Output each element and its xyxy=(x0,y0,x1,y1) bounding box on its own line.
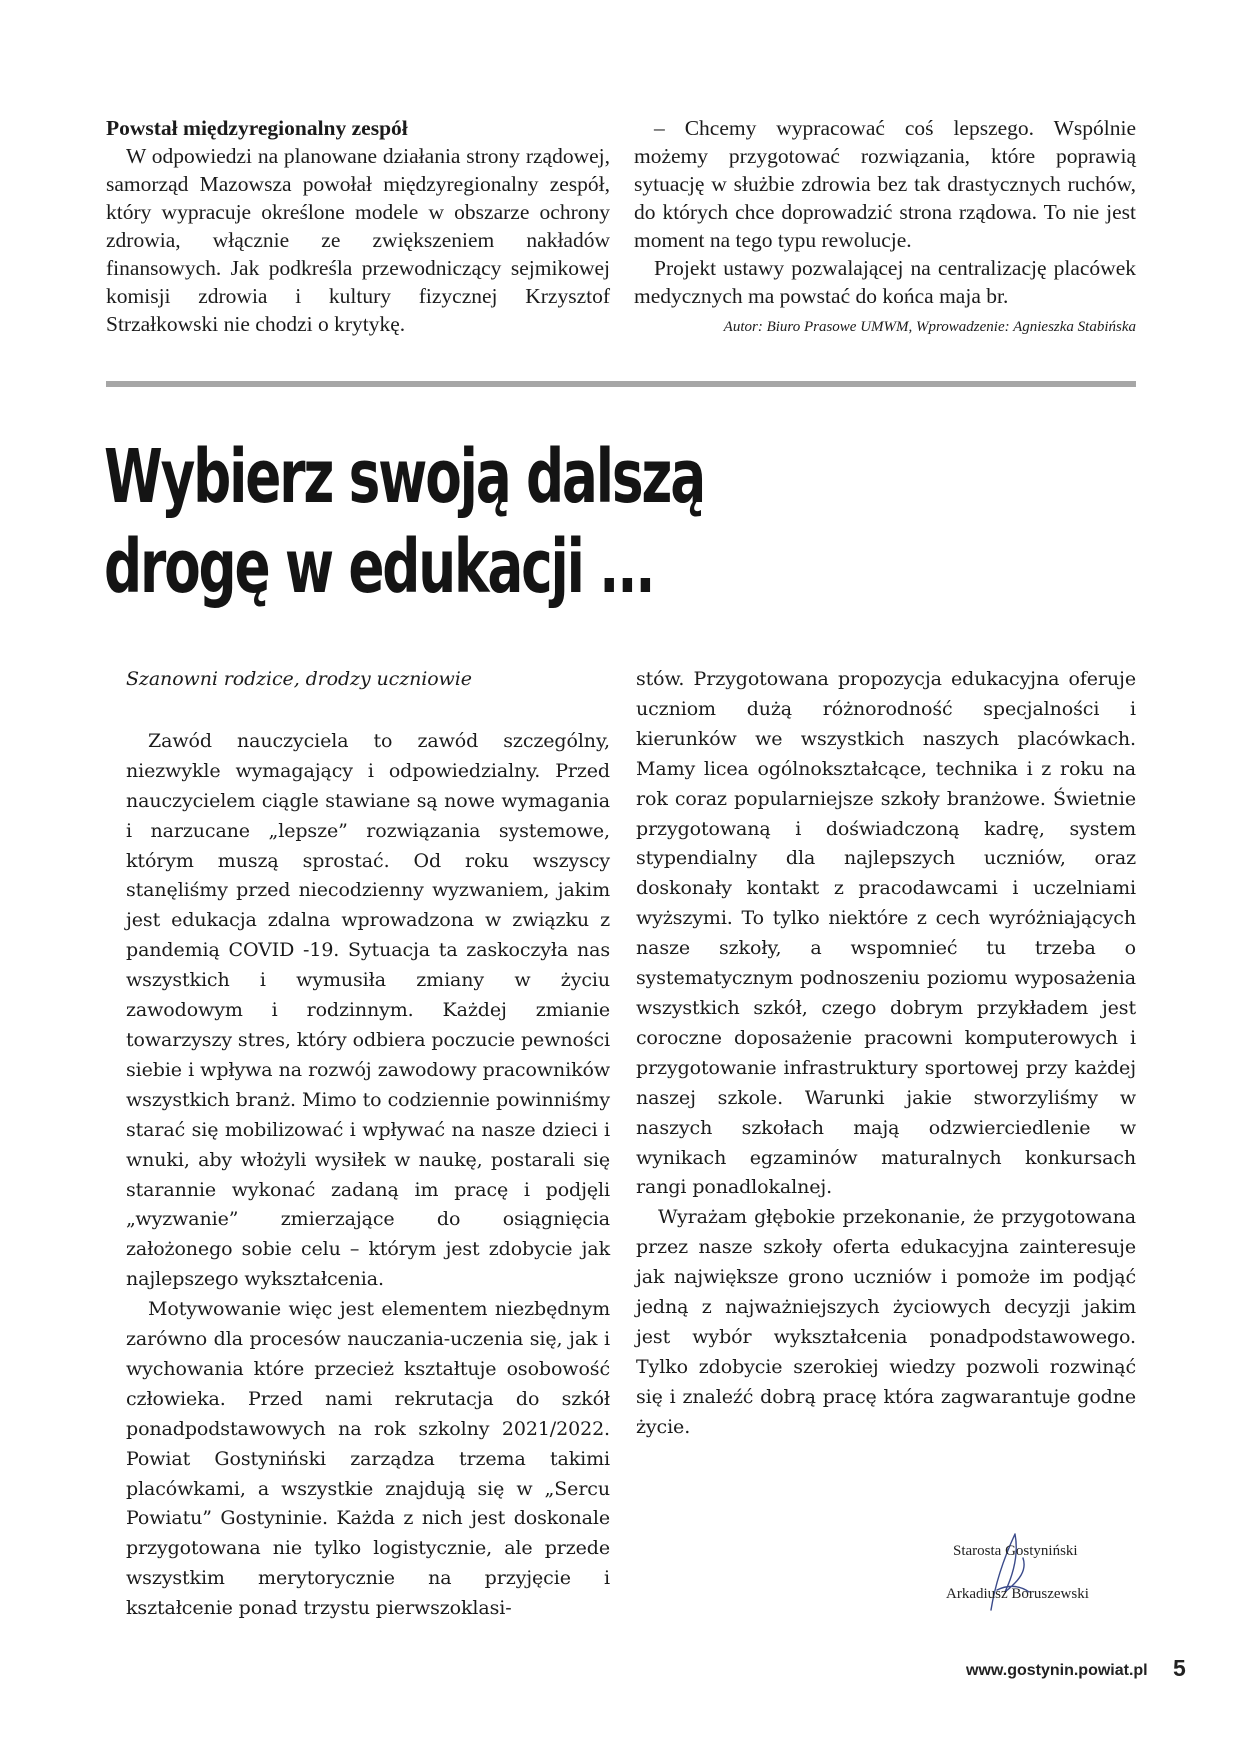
top-article-left-column xyxy=(106,114,610,338)
article-paragraph: Zawód nauczyciela to zawód szczególny, niezwykle wymagający i odpowiedzialny. Przed nauczycielem ciągle stawiane są nowe wymagania i narzucane „lepsze” rozwiązania systemowe, którym muszą sprostać. Od roku wszyscy stanęliśmy przed niecodzienny wyzwaniem, jakim jest edukacja zdalna wprowadzona w związku z pandemią COVID -19. Sytuacja ta zaskoczyła nas wszystkich i wymusiła zmiany w życiu zawodowym i rodzinnym. Każdej zmianie towarzyszy stres, który odbiera poczucie pewności siebie i wpływa na rozwój zawodowy pracowników wszystkich branż. Mimo to codziennie powinniśmy starać się mobilizować i wpływać na nasze dzieci i wnuki, aby włożyli wysiłek w naukę, postarali się starannie wykonać zadaną im pracę i podjęli „wyzwanie” zmierzające do osiągnięcia założonego sobie celu – którym jest zdobycie jak najlepszego wykształcenia. xyxy=(126,729,610,1291)
signature-title: Starosta Gostyniński xyxy=(953,1543,1078,1559)
top-article-paragraph: W odpowiedzi na planowane działania strony rządowej, samorząd Mazowsza powołał międzyregionalny zespół, który wypracuje określone modele w obszarze ochrony zdrowia, włącznie ze zwiększeniem nakładów finansowych. Jak podkreśla przewodniczący sejmikowej komisji zdrowia i kultury fizycznej Krzysztof Strzałkowski nie chodzi o krytykę. xyxy=(106,144,610,336)
article-title xyxy=(104,432,705,612)
footer-website-link[interactable]: www.gostynin.powiat.pl xyxy=(966,1662,1148,1679)
article-title-line-2: drogę w edukacji ... xyxy=(104,524,654,610)
signature-name: Arkadiusz Boruszewski xyxy=(946,1586,1089,1602)
page-number: 5 xyxy=(1173,1655,1186,1681)
top-article-byline: Autor: Biuro Prasowe UMWM, Wprowadzenie: Agnieszka Stabińska xyxy=(723,319,1136,335)
article-greeting: Szanowni rodzice, drodzy uczniowie xyxy=(126,668,472,690)
top-article-right-column xyxy=(634,114,1136,338)
top-article-quote: – Chcemy wypracować coś lepszego. Wspólnie możemy przygotować rozwiązania, które poprawią sytuację w służbie zdrowia bez tak drastycznych ruchów, do których chce doprowadzić strona rządowa. To nie jest moment na tego typu rewolucje. xyxy=(634,116,1136,252)
top-article-paragraph: Projekt ustawy pozwalającej na centralizację placówek medycznych ma powstać do końca maja br. xyxy=(634,256,1136,308)
article-paragraph: stów. Przygotowana propozycja edukacyjna oferuje uczniom dużą różnorodność specjalności i kierunków we wszystkich naszych placówkach. Mamy licea ogólnokształcące, technika i z roku na rok coraz popularniejsze szkoły branżowe. Świetnie przygotowaną i doświadczoną kadrę, system stypendialny dla najlepszych uczniów, oraz doskonały kontakt z pracodawcami i uczelniami wyższymi. To tylko niektóre z cech wyróżniających nasze szkoły, a wspomnieć tu trzeba o systematycznym podnoszeniu poziomu wyposażenia wszystkich szkół, czego dobrym przykładem jest coroczne doposażenie pracowni komputerowych i przygotowanie infrastruktury sportowej przy każdej naszej szkole. Warunki jakie stworzyliśmy w naszych szkołach mają odzwierciedlenie w wynikach egzaminów maturalnych konkursach rangi ponadlokalnej. xyxy=(636,668,1136,1199)
article-left-column xyxy=(126,665,610,1624)
article-paragraph: Wyrażam głębokie przekonanie, że przygotowana przez nasze szkoły oferta edukacyjna zainteresuje jak największe grono uczniów i pomoże im podjąć jedną z najważniejszych życiowych decyzji jakim jest wybór wykształcenia ponadpodstawowego. Tylko zdobycie szerokiej wiedzy pozwoli rozwinąć się i znaleźć dobrą pracę która zagwarantuje godne życie. xyxy=(636,1206,1136,1438)
article-right-column xyxy=(636,665,1136,1443)
section-divider xyxy=(106,381,1136,387)
signature-block xyxy=(925,1530,1125,1620)
article-paragraph: Motywowanie więc jest elementem niezbędnym zarówno dla procesów nauczania-uczenia się, jak i wychowania które przecież kształtuje osobowość człowieka. Przed nami rekrutacja do szkół ponadpodstawowych na rok szkolny 2021/2022. Powiat Gostyniński zarządza trzema takimi placówkami, a wszystkie znajdują się w „Sercu Powiatu” Gostyninie. Każda z nich jest doskonale przygotowana nie tylko logistycznie, ale przede wszystkim merytorycznie na przyjęcie i kształcenie ponad trzystu pierwszoklasi- xyxy=(126,1298,610,1620)
article-title-line-1: Wybierz swoją dalszą xyxy=(104,434,705,520)
top-article-heading: Powstał międzyregionalny zespół xyxy=(106,116,408,140)
